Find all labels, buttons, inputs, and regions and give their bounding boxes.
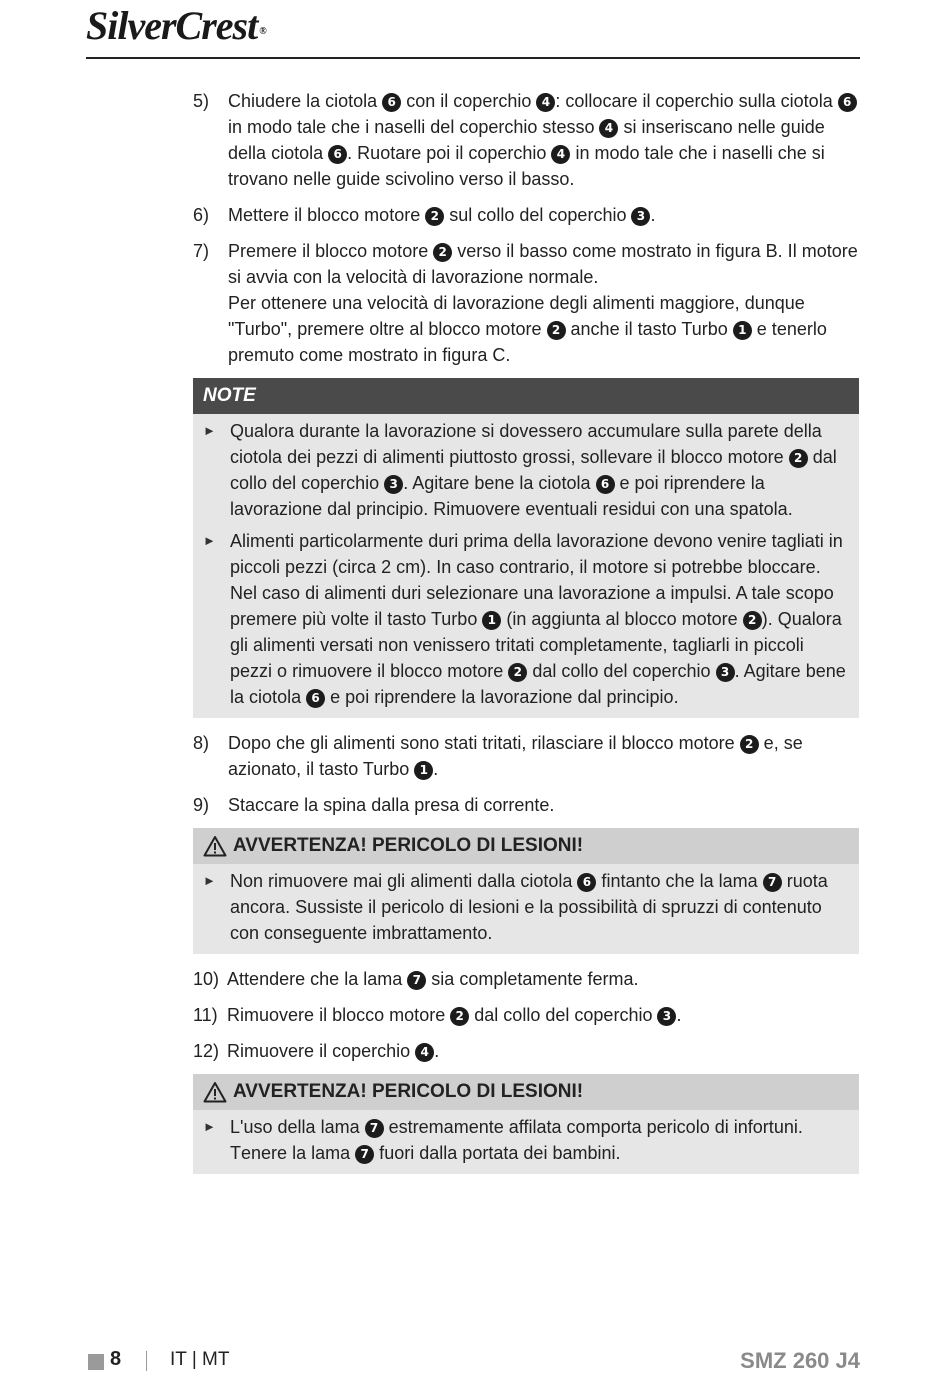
reference-number-icon: 2	[433, 243, 452, 262]
reference-number-icon: 6	[382, 93, 401, 112]
warning-triangle-icon	[203, 835, 227, 857]
warning-title	[193, 828, 859, 864]
bullet-arrow-icon: ►	[203, 533, 216, 548]
reference-number-icon: 3	[384, 475, 403, 494]
warning-title-text: AVVERTENZA! PERICOLO DI LESIONI!	[233, 835, 584, 856]
step-10	[193, 966, 859, 992]
bullet-arrow-icon: ►	[203, 423, 216, 438]
step-text: Dopo che gli alimenti sono stati tritati, rilasciare il blocco motore 2 e, se azionato, il tasto Turbo 1 .	[228, 733, 803, 779]
reference-number-icon: 3	[631, 207, 650, 226]
bullet-text-part: Alimenti particolarmente duri prima della lavorazione devono venire tagliati in piccoli pezzi (circa 2 cm). In caso contrario, il motore si potrebbe bloccare.	[230, 531, 843, 577]
reference-number-icon: 4	[599, 119, 618, 138]
bullet-text	[230, 528, 849, 710]
reference-number-icon: 6	[577, 873, 596, 892]
step-number: 7)	[193, 241, 210, 261]
note-bullet	[193, 524, 859, 712]
reference-number-icon: 7	[407, 971, 426, 990]
language-codes: IT | MT	[170, 1349, 230, 1370]
step-text: Rimuovere il blocco motore 2 dal collo del coperchio 3 .	[227, 1005, 682, 1025]
warning-title	[193, 1074, 859, 1110]
reference-number-icon: 1	[414, 761, 433, 780]
step-6	[193, 202, 859, 228]
step-7	[193, 238, 859, 368]
warning-title-text: AVVERTENZA! PERICOLO DI LESIONI!	[233, 1081, 584, 1102]
step-11	[193, 1002, 859, 1028]
reference-number-icon: 4	[551, 145, 570, 164]
bullet-arrow-icon: ►	[203, 873, 216, 888]
step-text: Chiudere la ciotola 6 con il coperchio 4 : collocare il coperchio sulla ciotola 6 in modo tale che i naselli del coperchio stesso 4 si inseriscano nelle guide della ciotola 6 . Ruotare poi il coperchio 4 in modo tale che i naselli che si trovano nelle guide scivolino verso il basso.	[228, 88, 859, 192]
model-number: SMZ 260 J4	[740, 1348, 860, 1373]
warning-box	[193, 1074, 859, 1174]
step-text: Attendere che la lama 7 sia completamente ferma.	[227, 969, 639, 989]
step-text: Rimuovere il coperchio 4 .	[227, 1041, 440, 1061]
reference-number-icon: 3	[657, 1007, 676, 1026]
reference-number-icon: 2	[789, 449, 808, 468]
step-number: 10)	[193, 969, 220, 989]
reference-number-icon: 6	[306, 689, 325, 708]
reference-number-icon: 4	[415, 1043, 434, 1062]
step-number: 6)	[193, 205, 210, 225]
registered-mark: ®	[259, 26, 266, 37]
step-text	[228, 238, 859, 368]
reference-number-icon: 2	[508, 663, 527, 682]
reference-number-icon: 2	[425, 207, 444, 226]
reference-number-icon: 6	[596, 475, 615, 494]
reference-number-icon: 1	[482, 611, 501, 630]
footer-square-marker	[88, 1354, 104, 1370]
reference-number-icon: 4	[536, 93, 555, 112]
reference-number-icon: 2	[450, 1007, 469, 1026]
footer-divider	[146, 1351, 147, 1371]
step-number: 5)	[193, 91, 210, 111]
step-text: Mettere il blocco motore 2 sul collo del coperchio 3 .	[228, 205, 656, 225]
bullet-text: Qualora durante la lavorazione si dovessero accumulare sulla parete della ciotola dei pezzi di alimenti piuttosto grossi, sollevare il blocco motore 2 dal collo del coperchio 3 . Agitare bene la ciotola 6 e poi riprendere la lavorazione dal principio. Rimuovere eventuali residui con una spatola.	[230, 421, 837, 519]
reference-number-icon: 3	[716, 663, 735, 682]
reference-number-icon: 7	[763, 873, 782, 892]
step-text-part: Per ottenere una velocità di lavorazione degli alimenti maggiore, dunque "Turbo", premere oltre al blocco motore 2 anche il tasto Turbo 1 e tenerlo premuto come mostrato in figura C.	[228, 293, 827, 365]
reference-number-icon: 6	[328, 145, 347, 164]
page-content	[193, 88, 859, 1186]
step-number: 12)	[193, 1041, 220, 1061]
step-text: Staccare la spina dalla presa di corrente.	[228, 795, 555, 815]
reference-number-icon: 2	[740, 735, 759, 754]
reference-number-icon: 2	[743, 611, 762, 630]
step-9	[193, 792, 859, 818]
step-12	[193, 1038, 859, 1064]
bullet-text: L'uso della lama 7 estremamente affilata comporta pericolo di infortuni. Tenere la lama 7 fuori dalla portata dei bambini.	[230, 1117, 803, 1163]
reference-number-icon: 7	[355, 1145, 374, 1164]
note-bullet	[193, 414, 859, 524]
brand-logo	[86, 4, 266, 48]
note-box	[193, 378, 859, 718]
bullet-text-part: Nel caso di alimenti duri selezionare una lavorazione a impulsi. A tale scopo premere più volte il tasto Turbo 1 (in aggiunta al blocco motore 2 ). Qualora gli alimenti versati non venissero tritati completamente, tagliarli in piccoli pezzi o rimuovere il blocco motore 2 dal collo del coperchio 3 . Agitare bene la ciotola 6 e poi riprendere la lavorazione dal principio.	[230, 583, 846, 707]
bullet-arrow-icon: ►	[203, 1119, 216, 1134]
reference-number-icon: 7	[365, 1119, 384, 1138]
step-text-part: Premere il blocco motore 2 verso il basso come mostrato in figura B. Il motore si avvia con la velocità di lavorazione normale.	[228, 241, 858, 287]
step-5	[193, 88, 859, 192]
bullet-text: Non rimuovere mai gli alimenti dalla ciotola 6 fintanto che la lama 7 ruota ancora. Sussiste il pericolo di lesioni e la possibilità di spruzzi di contenuto con conseguente imbrattamento.	[230, 871, 828, 943]
warning-bullet	[193, 864, 859, 948]
warning-triangle-icon	[203, 1081, 227, 1103]
note-title: NOTE	[193, 378, 859, 414]
header-rule	[86, 57, 860, 59]
reference-number-icon: 1	[733, 321, 752, 340]
reference-number-icon: 6	[838, 93, 857, 112]
step-number: 9)	[193, 795, 210, 815]
brand-name: SilverCrest	[86, 3, 258, 48]
page-number: 8	[110, 1348, 122, 1370]
warning-box	[193, 828, 859, 954]
step-8	[193, 730, 859, 782]
step-number: 11)	[193, 1005, 218, 1025]
warning-bullet	[193, 1110, 859, 1168]
step-number: 8)	[193, 733, 210, 753]
page-footer	[86, 1348, 860, 1376]
reference-number-icon: 2	[547, 321, 566, 340]
